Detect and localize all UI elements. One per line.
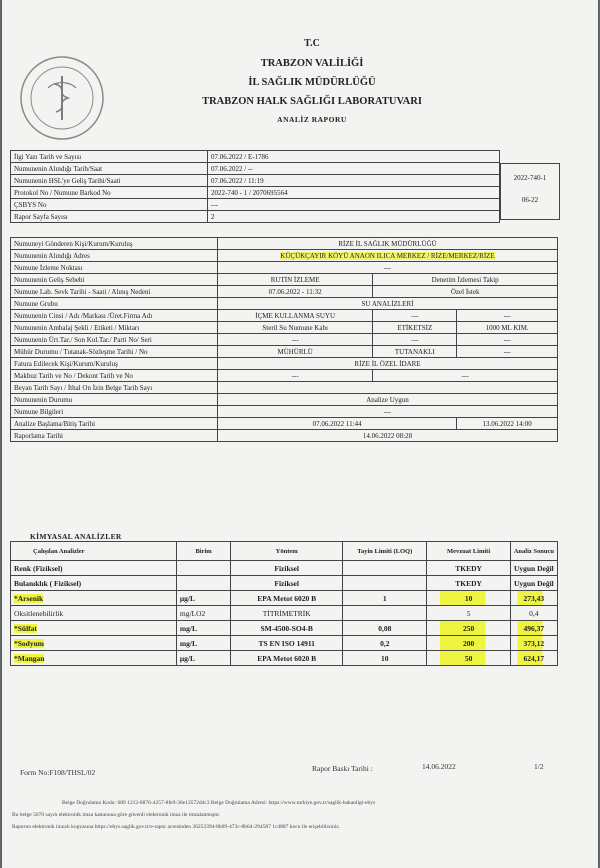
- column-header: Çalışılan Analizler: [11, 542, 177, 561]
- analysis-name-highlighted: *Sodyum: [14, 638, 45, 648]
- analysis-limit: 5: [427, 606, 510, 621]
- analysis-unit: µg/L: [176, 591, 230, 606]
- analysis-result: 273,43: [510, 591, 557, 606]
- field-value: 07.06.2022 / 11:19: [208, 175, 500, 187]
- field-value: 14.06.2022 08:28: [218, 430, 558, 442]
- field-label: Numune Bilgileri: [11, 406, 218, 418]
- table-row: [11, 274, 558, 286]
- page-number: 1/2: [534, 762, 544, 771]
- section-title: KİMYASAL ANALİZLER: [30, 532, 122, 541]
- field-value: Analize Uygun: [218, 394, 558, 406]
- field-value: ---: [218, 262, 558, 274]
- header-tc: T.C: [304, 38, 320, 49]
- analysis-loq: [343, 576, 427, 591]
- analysis-limit: 50: [427, 651, 510, 666]
- field-label: Fatura Edilecek Kişi/Kurum/Kuruluş: [11, 358, 218, 370]
- table-row: [11, 606, 558, 621]
- field-value: İÇME KULLANMA SUYU: [218, 310, 373, 322]
- field-value-2: ETİKETSİZ: [373, 322, 457, 334]
- table-row: [11, 621, 558, 636]
- table-row: [11, 238, 558, 250]
- field-value-2: TUTANAKLI: [373, 346, 457, 358]
- analysis-method: Fiziksel: [231, 561, 343, 576]
- table-row: [11, 651, 558, 666]
- header-governorship: TRABZON VALİLİĞİ: [260, 58, 364, 69]
- analysis-result: 496,37: [510, 621, 557, 636]
- analysis-method: EPA Metot 6020 B: [231, 591, 343, 606]
- analysis-loq: [343, 606, 427, 621]
- field-value: 07.06.2022 / E-1786: [208, 151, 500, 163]
- field-label: Numune İzleme Noktası: [11, 262, 218, 274]
- analysis-unit: [176, 576, 230, 591]
- side-box-code: 06-22: [521, 196, 539, 204]
- field-label: Numunenin Geliş Sebebi: [11, 274, 218, 286]
- field-label: Numune Grubu: [11, 298, 218, 310]
- table-row: [11, 591, 558, 606]
- field-value: ---: [218, 334, 373, 346]
- report-info-table: [10, 150, 500, 223]
- field-value-2: Özel İstek: [373, 286, 558, 298]
- analysis-limit: TKEDY: [427, 576, 510, 591]
- analysis-unit: mg/L: [176, 621, 230, 636]
- column-header: Birim: [176, 542, 230, 561]
- field-value-2: Denetim İzlemesi Takip: [373, 274, 558, 286]
- field-label: Numunenin Alındığı Tarih/Saat: [11, 163, 208, 175]
- field-value: [218, 382, 558, 394]
- field-label: İlgi Yazı Tarih ve Sayısı: [11, 151, 208, 163]
- field-value: 07.06.2022 - 11:32: [218, 286, 373, 298]
- table-row: [11, 576, 558, 591]
- table-row: [11, 382, 558, 394]
- field-value-2: ---: [373, 370, 558, 382]
- form-number: Form No:F108/THSL/02: [20, 768, 96, 777]
- verification-line: Belge Doğrulama Kodu: 689 1212-8876-4257-8fe9-36e13572d4c3 Belge Doğrulama Adresi: https://www.turkiye.gov.tr/saglik-bakanligi-ebys: [62, 800, 376, 806]
- analysis-unit: [176, 561, 230, 576]
- copy-access-line: Raporun elektronik imzalı kopyasına https://ebys.saglik.gov.tr/e-rapor acresinden 36253394-8b09-473c-8b64-294587 1c4887 kocu ile erişebilirsiniz.: [12, 824, 341, 830]
- analysis-loq: 10: [343, 651, 427, 666]
- field-label: Makbuz Tarih ve No / Dekont Tarih ve No: [11, 370, 218, 382]
- field-value: MÜHÜRLÜ: [218, 346, 373, 358]
- analysis-method: TİTRİMETRİK: [231, 606, 343, 621]
- field-value: Steril Su Numune Kabı: [218, 322, 373, 334]
- field-value: RUTİN İZLEME: [218, 274, 373, 286]
- field-value-3: ---: [457, 346, 558, 358]
- field-label: Numunenin HSL'ye Geliş Tarihi/Saati: [11, 175, 208, 187]
- table-row: [11, 187, 500, 199]
- analysis-limit: 200: [427, 636, 510, 651]
- field-label: Beyan Tarih Sayı / İthal On İzin Belge Tarih Sayı: [11, 382, 218, 394]
- table-header-row: [11, 542, 558, 561]
- report-page: [2, 0, 598, 868]
- field-label: Rapor Sayfa Sayısı: [11, 211, 208, 223]
- table-row: [11, 286, 558, 298]
- table-row: [11, 406, 558, 418]
- field-label: Numunenin Ambalaj Şekli / Etiketi / Miktarı: [11, 322, 218, 334]
- table-row: [11, 151, 500, 163]
- field-value: ---: [208, 199, 500, 211]
- analysis-result: 373,12: [510, 636, 557, 651]
- address-value-highlighted: KÜÇÜKÇAYIR KÖYÜ ANAON ILICA MERKEZ / RİZE/MERKEZ/RİZE: [280, 251, 495, 260]
- field-value: 2022-740 - 1 / 2070695564: [208, 187, 500, 199]
- column-header: Mevzuat Limiti: [427, 542, 510, 561]
- print-date-label: Rapor Baskı Tarihi :: [312, 764, 373, 773]
- side-box-protocol: 2022-740-1: [513, 174, 547, 182]
- analysis-unit: µg/L: [176, 651, 230, 666]
- analysis-method: TS EN ISO 14911: [231, 636, 343, 651]
- field-value-3: 1000 ML KIM.: [457, 322, 558, 334]
- field-label: Numunenin Alındığı Adres: [11, 250, 218, 262]
- analysis-result: Uygun Değil: [510, 576, 557, 591]
- table-row: [11, 310, 558, 322]
- table-row: [11, 298, 558, 310]
- table-row: [11, 346, 558, 358]
- chemical-analysis-table: [10, 541, 558, 666]
- table-row: [11, 322, 558, 334]
- column-header: Yöntem: [231, 542, 343, 561]
- field-label: Numunenin Durumu: [11, 394, 218, 406]
- analysis-result: 0,4: [510, 606, 557, 621]
- analysis-unit: mg/LO2: [176, 606, 230, 621]
- analysis-loq: 1: [343, 591, 427, 606]
- field-value-2: ---: [373, 310, 457, 322]
- table-row: [11, 430, 558, 442]
- analysis-name-highlighted: *Mangan: [14, 653, 45, 663]
- table-row: [11, 418, 558, 430]
- field-value: 07.06.2022 11:44: [218, 418, 457, 430]
- analysis-method: SM-4500-SO4-B: [231, 621, 343, 636]
- analysis-loq: [343, 561, 427, 576]
- table-row: [11, 175, 500, 187]
- analysis-name: Bulanıklık ( Fiziksel): [11, 576, 177, 591]
- table-row: [11, 199, 500, 211]
- analysis-limit: TKEDY: [427, 561, 510, 576]
- analysis-limit: 250: [427, 621, 510, 636]
- signature-line: Bu belge 5070 sayılı elektronik imza kanununa göre güvenli elektronik imza ile imzalanmıştır.: [12, 812, 221, 818]
- analysis-name: Renk (Fiziksel): [11, 561, 177, 576]
- table-row: [11, 370, 558, 382]
- field-value: RİZE İL SAĞLIK MÜDÜRLÜĞÜ: [218, 238, 558, 250]
- table-row: [11, 358, 558, 370]
- table-row: [11, 334, 558, 346]
- field-value: SU ANALİZLERİ: [218, 298, 558, 310]
- field-value: 2: [208, 211, 500, 223]
- analysis-unit: mg/L: [176, 636, 230, 651]
- header-laboratory: TRABZON HALK SAĞLIĞI LABORATUVARI: [202, 96, 422, 107]
- field-value-2: ---: [373, 334, 457, 346]
- field-label: Numuneyi Gönderen Kişi/Kurum/Kuruluş: [11, 238, 218, 250]
- analysis-name-highlighted: *Sülfat: [14, 623, 37, 633]
- analysis-loq: 0,2: [343, 636, 427, 651]
- field-label: Numunenin Cinsi / Adı /Markası /Üret.Firma Adı: [11, 310, 218, 322]
- field-value: ---: [218, 406, 558, 418]
- print-date: 14.06.2022: [422, 762, 456, 771]
- analysis-limit: 10: [427, 591, 510, 606]
- table-row: [11, 636, 558, 651]
- table-row: [11, 262, 558, 274]
- field-label: Protokol No / Numune Barkod No: [11, 187, 208, 199]
- table-row: [11, 394, 558, 406]
- field-value: ---: [218, 370, 373, 382]
- analysis-result: Uygun Değil: [510, 561, 557, 576]
- sample-info-table: [10, 237, 558, 442]
- table-row: [11, 211, 500, 223]
- field-value-3: ---: [457, 334, 558, 346]
- field-label: Mühür Durumu / Tutanak-Sözleşme Tarihi / No: [11, 346, 218, 358]
- analysis-result: 624,17: [510, 651, 557, 666]
- ministry-seal-logo: [18, 54, 106, 142]
- field-label: Raporlama Tarihi: [11, 430, 218, 442]
- table-row: [11, 250, 558, 262]
- protocol-side-box: [500, 163, 560, 220]
- field-label: Analize Başlama/Bitiş Tarihi: [11, 418, 218, 430]
- table-row: [11, 561, 558, 576]
- field-label: ÇSBYS No: [11, 199, 208, 211]
- table-row: [11, 163, 500, 175]
- field-value-2: 13.06.2022 14:00: [457, 418, 558, 430]
- field-label: Numunenin Ürt.Tar./ Son Kul.Tar./ Parti No/ Seri: [11, 334, 218, 346]
- column-header: Tayin Limiti (LOQ): [343, 542, 427, 561]
- field-value: 07.06.2022 / --: [208, 163, 500, 175]
- report-title: ANALİZ RAPORU: [277, 115, 347, 124]
- field-value-3: ---: [457, 310, 558, 322]
- field-value: RİZE İL ÖZEL İDARE: [218, 358, 558, 370]
- analysis-name: Oksitlenebilirlik: [11, 606, 177, 621]
- analysis-name-highlighted: *Arsenik: [14, 593, 44, 603]
- column-header: Analiz Sonucu: [510, 542, 557, 561]
- field-label: Numune Lab. Sevk Tarihi - Saati / Alınış Nedeni: [11, 286, 218, 298]
- analysis-loq: 0,08: [343, 621, 427, 636]
- header-directorate: İL SAĞLIK MÜDÜRLÜĞÜ: [248, 77, 376, 88]
- analysis-method: Fiziksel: [231, 576, 343, 591]
- analysis-method: EPA Metot 6020 B: [231, 651, 343, 666]
